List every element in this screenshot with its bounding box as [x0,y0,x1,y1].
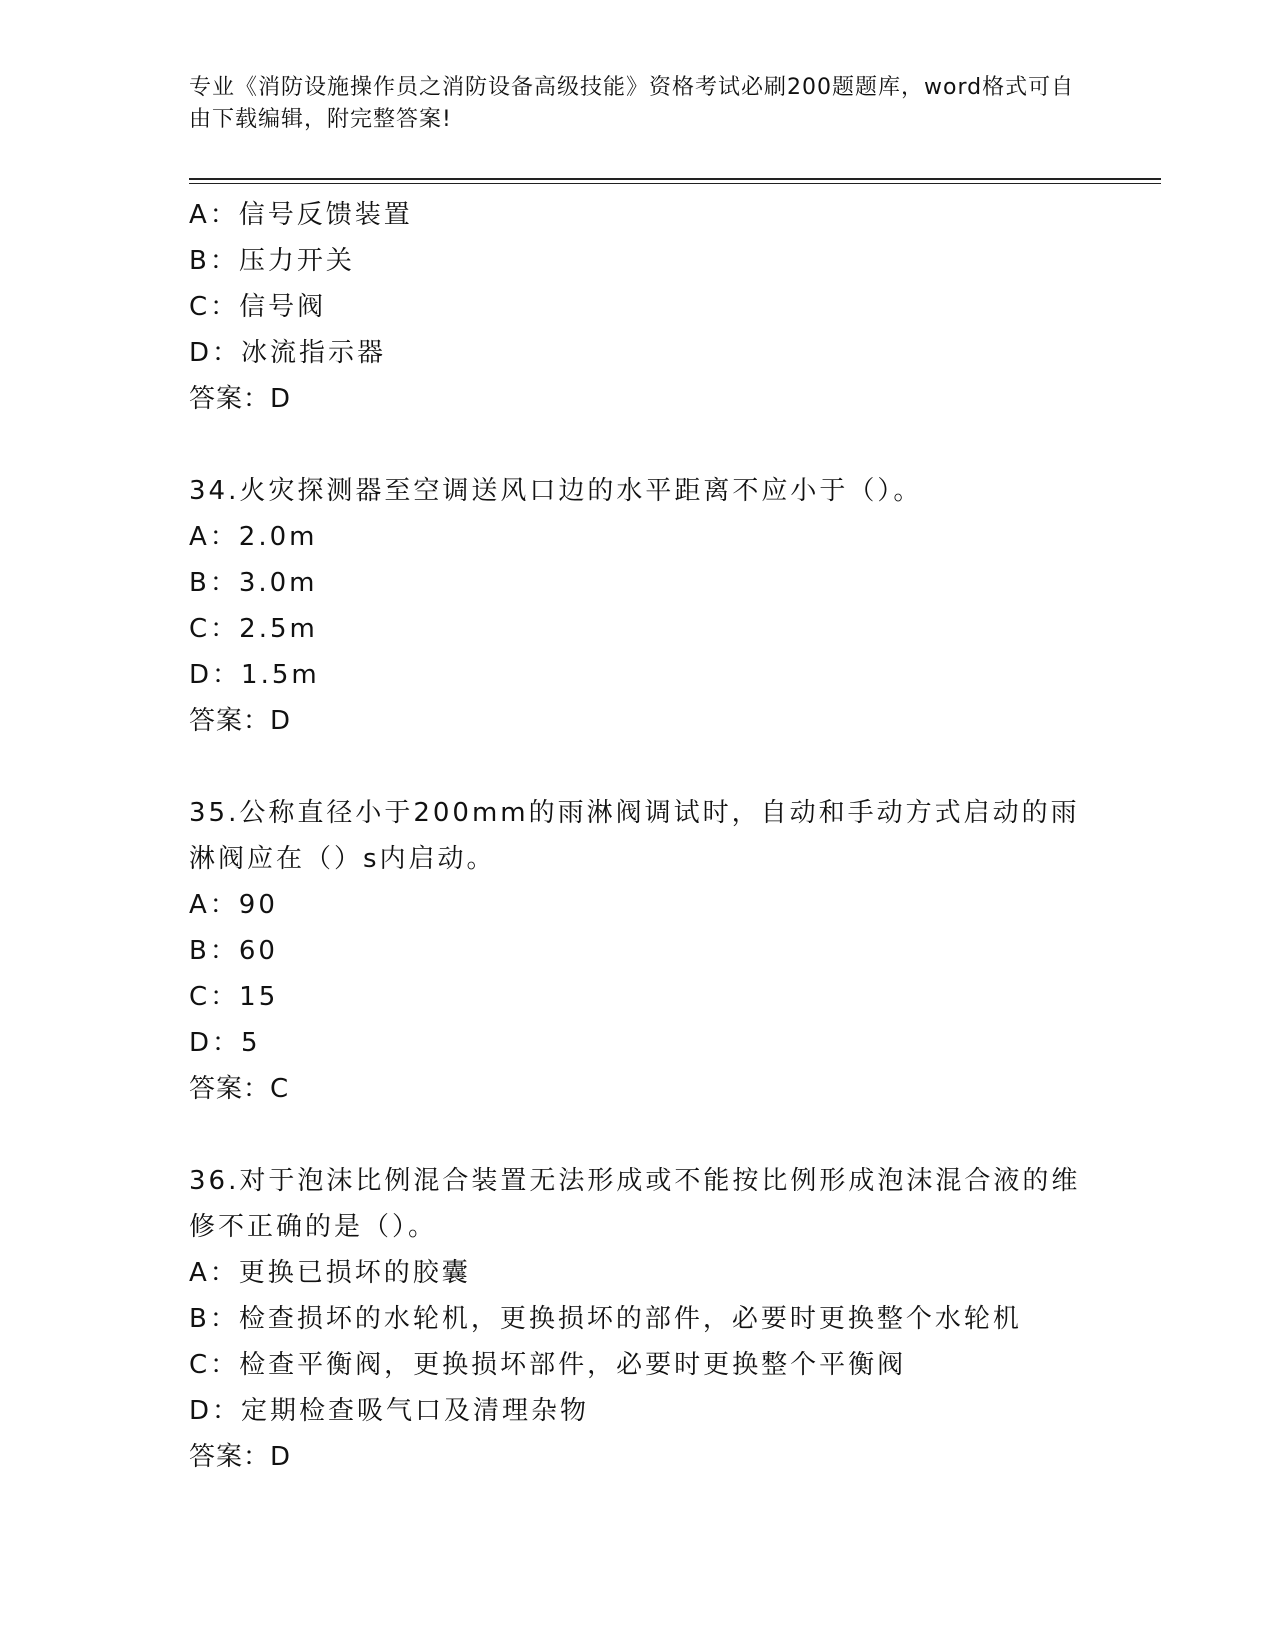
option-a: A：信号反馈装置 [189,200,413,230]
answer: 答案：C [189,1074,290,1104]
answer: 答案：D [189,1442,292,1472]
header-divider-thick [189,178,1161,180]
option-b: B：60 [189,936,278,966]
question-33 [189,192,1089,422]
spacer [189,744,1089,790]
document-header: 专业《消防设施操作员之消防设备高级技能》资格考试必刷200题题库，word格式可自由下载编辑，附完整答案! [189,75,1075,132]
option-b: B：3.0m [189,568,318,598]
answer: 答案：D [189,384,292,414]
option-c: C：检查平衡阀，更换损坏部件，必要时更换整个平衡阀 [189,1350,907,1380]
option-d: D：冰流指示器 [189,338,387,368]
option-a: A：90 [189,890,278,920]
question-list [189,192,1089,1480]
question-34 [189,468,1089,744]
option-d: D：5 [189,1028,261,1058]
option-b: B：检查损坏的水轮机，更换损坏的部件，必要时更换整个水轮机 [189,1304,1022,1334]
spacer [189,422,1089,468]
option-c: C：信号阀 [189,292,327,322]
question-stem: 35.公称直径小于200mm的雨淋阀调试时，自动和手动方式启动的雨淋阀应在（）s内启动。 [189,798,1080,874]
answer: 答案：D [189,706,292,736]
question-stem: 34.火灾探测器至空调送风口边的水平距离不应小于（）。 [189,476,923,506]
question-stem: 36.对于泡沫比例混合装置无法形成或不能按比例形成泡沫混合液的维修不正确的是（）。 [189,1166,1081,1242]
option-d: D：定期检查吸气口及清理杂物 [189,1396,590,1426]
question-36 [189,1158,1089,1480]
spacer [189,1112,1089,1158]
header-divider-thin [189,183,1161,184]
option-b: B：压力开关 [189,246,355,276]
option-a: A：2.0m [189,522,318,552]
option-d: D：1.5m [189,660,320,690]
option-a: A：更换已损坏的胶囊 [189,1258,471,1288]
option-c: C：2.5m [189,614,318,644]
option-c: C：15 [189,982,279,1012]
question-35 [189,790,1089,1112]
